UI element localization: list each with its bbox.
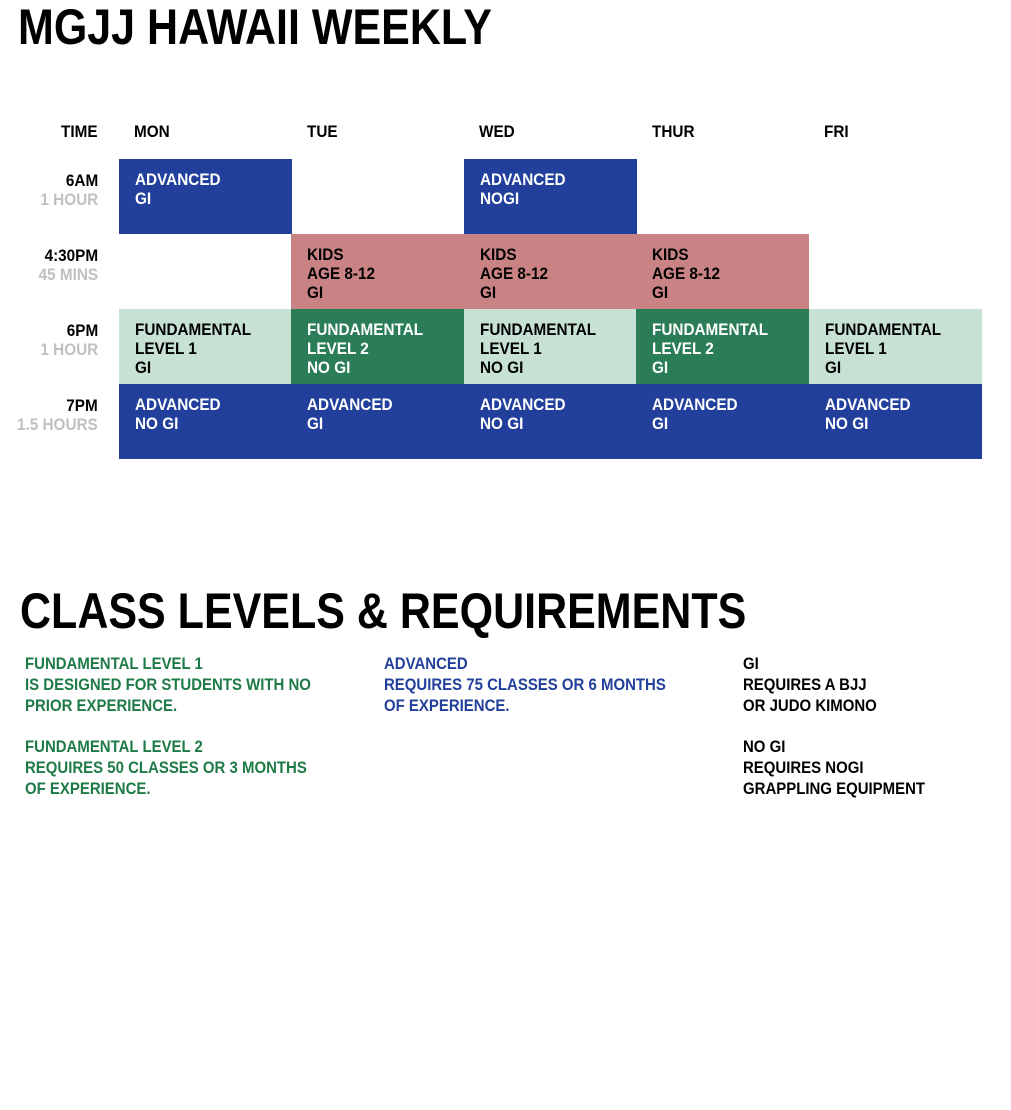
class-thu-430pm [636, 234, 809, 309]
page-title: MGJJ HAWAII WEEKLY [18, 0, 492, 55]
duration-label: 1 HOUR [40, 190, 98, 209]
class-tue-7pm [291, 384, 464, 459]
class-fri-7pm [809, 384, 982, 459]
class-attire: NO GI [480, 414, 524, 433]
class-name: FUNDAMENTAL [307, 320, 424, 339]
req-fundamental-level-1 [25, 653, 311, 716]
class-attire: NO GI [135, 414, 179, 433]
class-age: AGE 8-12 [307, 264, 376, 283]
class-name: KIDS [480, 245, 517, 264]
class-name: ADVANCED [825, 395, 911, 414]
header-time: TIME [61, 122, 98, 141]
class-attire: GI [135, 189, 152, 208]
class-attire: NO GI [825, 414, 869, 433]
class-tue-6pm [291, 309, 464, 384]
class-name: ADVANCED [480, 395, 566, 414]
header-thur: THUR [652, 122, 695, 141]
class-name: ADVANCED [652, 395, 738, 414]
class-name: FUNDAMENTAL [825, 320, 942, 339]
time-label: 4:30PM [44, 246, 98, 265]
class-age: AGE 8-12 [652, 264, 721, 283]
class-name: ADVANCED [135, 395, 221, 414]
req-advanced [384, 653, 666, 716]
req-heading: NO GI [743, 737, 786, 756]
class-name: ADVANCED [480, 170, 566, 189]
class-attire: GI [652, 414, 669, 433]
time-slot-6pm [40, 321, 98, 359]
class-wed-430pm [464, 234, 637, 309]
requirements-title: CLASS LEVELS & REQUIREMENTS [20, 583, 747, 639]
header-tue: TUE [307, 122, 338, 141]
class-level: LEVEL 1 [480, 339, 542, 358]
req-fundamental-level-2 [25, 736, 307, 799]
time-slot-7pm [17, 396, 98, 434]
duration-label: 45 MINS [38, 265, 98, 284]
class-mon-6pm [119, 309, 292, 384]
class-level: LEVEL 2 [652, 339, 714, 358]
duration-label: 1 HOUR [40, 340, 98, 359]
class-attire: GI [135, 358, 152, 377]
req-text: REQUIRES 75 CLASSES OR 6 MONTHS [384, 675, 666, 694]
class-name: FUNDAMENTAL [135, 320, 252, 339]
req-text: IS DESIGNED FOR STUDENTS WITH NO [25, 675, 311, 694]
req-heading: GI [743, 654, 759, 673]
class-attire: NO GI [307, 358, 351, 377]
req-text: OR JUDO KIMONO [743, 696, 877, 715]
class-level: LEVEL 2 [307, 339, 369, 358]
class-thu-7pm [636, 384, 809, 459]
class-name: FUNDAMENTAL [480, 320, 597, 339]
req-heading: ADVANCED [384, 654, 468, 673]
req-text: PRIOR EXPERIENCE. [25, 696, 178, 715]
class-name: ADVANCED [307, 395, 393, 414]
class-attire: GI [825, 358, 842, 377]
time-label: 7PM [66, 396, 98, 415]
header-mon: MON [134, 122, 170, 141]
req-text: REQUIRES NOGI [743, 758, 864, 777]
req-text: OF EXPERIENCE. [25, 779, 151, 798]
class-attire: GI [307, 414, 324, 433]
class-wed-6am [464, 159, 637, 234]
class-level: LEVEL 1 [135, 339, 197, 358]
req-heading: FUNDAMENTAL LEVEL 2 [25, 737, 203, 756]
time-label: 6AM [65, 171, 98, 190]
class-name: KIDS [652, 245, 689, 264]
req-heading: FUNDAMENTAL LEVEL 1 [25, 654, 203, 673]
class-mon-7pm [119, 384, 292, 459]
time-slot-430pm [38, 246, 98, 284]
duration-label: 1.5 HOURS [17, 415, 98, 434]
req-text: GRAPPLING EQUIPMENT [743, 779, 926, 798]
class-name: KIDS [307, 245, 344, 264]
req-text: OF EXPERIENCE. [384, 696, 510, 715]
class-attire: NOGI [480, 189, 520, 208]
class-fri-6pm [809, 309, 982, 384]
class-wed-6pm [464, 309, 637, 384]
header-fri: FRI [824, 122, 849, 141]
class-wed-7pm [464, 384, 637, 459]
class-attire: NO GI [480, 358, 524, 377]
time-label: 6PM [66, 321, 98, 340]
class-tue-430pm [291, 234, 464, 309]
time-slot-6am [40, 171, 98, 209]
class-level: LEVEL 1 [825, 339, 887, 358]
class-attire: GI [307, 283, 324, 302]
class-name: FUNDAMENTAL [652, 320, 769, 339]
class-attire: GI [480, 283, 497, 302]
class-thu-6pm [636, 309, 809, 384]
class-attire: GI [652, 283, 669, 302]
class-attire: GI [652, 358, 669, 377]
class-name: ADVANCED [135, 170, 221, 189]
req-text: REQUIRES A BJJ [743, 675, 867, 694]
class-age: AGE 8-12 [480, 264, 549, 283]
req-text: REQUIRES 50 CLASSES OR 3 MONTHS [25, 758, 307, 777]
req-nogi [743, 736, 925, 799]
header-wed: WED [479, 122, 515, 141]
class-mon-6am [119, 159, 292, 234]
req-gi [743, 653, 877, 716]
